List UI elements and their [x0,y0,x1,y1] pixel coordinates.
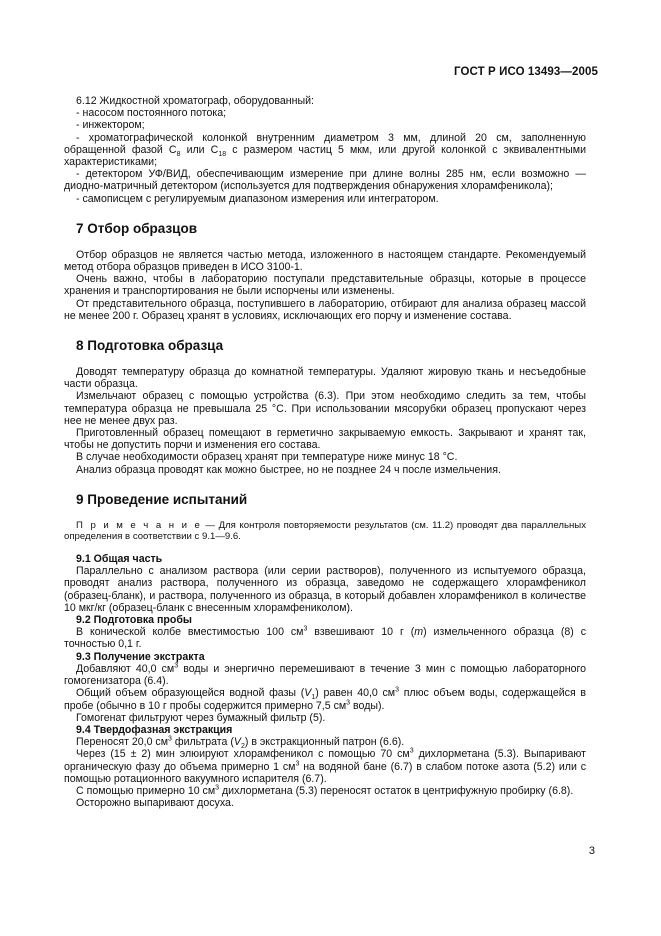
section-7-heading: 7 Отбор образцов [76,220,198,236]
s8-paragraph-4: В случае необходимости образец хранят при температуре ниже минус 18 °С. [76,451,458,464]
s8-paragraph-1: Доводят температуру образца до комнатной температуры. Удаляют жировую ткань и несъедобные части образца. [64,366,586,391]
s7-paragraph-2: Очень важно, чтобы в лабораторию поступали представительные образцы, которые в процессе хранения и транспортирования не были испорчены или изменены. [64,273,586,298]
s9-4-paragraph-1: Переносят 20,0 $см^3$ фильтрата $(V_2)$ в экстракционный патрон (6.6). [76,735,405,751]
s9-4-paragraph-4: Осторожно выпаривают досуха. [76,797,234,810]
section-9-heading: 9 Проведение испытаний [76,491,248,507]
document-id-header: ГОСТ Р ИСО 13493—2005 [453,66,598,78]
s8-paragraph-5: Анализ образца проводят как можно быстрее, но не позднее 24 ч после измельчения. [76,463,501,476]
s7-paragraph-1: Отбор образцов не является частью метода, изложенного в настоящем стандарте. Рекомендуемый метод отбора образцов приведен в ИСО 3100-1. [64,248,586,274]
page-content [64,95,586,809]
s8-paragraph-3: Приготовленный образец помещают в герметично закрываемую емкость. Закрывают и хранят так, чтобы не допустить порчи и изменения его состава. [64,427,586,452]
s6-12-intro: 6.12 Жидкостной хроматограф, оборудованный: [76,95,314,107]
subsection-9-4-heading: 9.4 Твердофазная экстракция [76,723,233,736]
s9-3-paragraph-2: Общий объем образующейся водной фазы $(V_1)$ равен 40,0 $см^3$ плюс объем воды, содержащейся в пробе (обычно в 10 г пробы содержится примерно 7,5 $см^3$ воды). [64,686,587,712]
s9-4-paragraph-2: Через (15 ± 2) мин элюируют хлорамфеникол с помощью 70 $см^3$ дихлорметана (5.3). Выпаривают органическую фазу до объема примерно 1 $см^3$ на водяной бане (6.7) в слабом потоке азота (5.2) или с помощью ротационного вакуумного испарителя (6.7). [64,747,586,785]
s6-12-item-detector: - детектором УФ/ВИД, обеспечивающим измерение при длине волны 285 нм, если возможно — диодно-матричный детектором (используется для подтверждения обнаружения хлорамфеникола); [64,168,586,193]
s9-1-paragraph: Параллельно с анализом раствора (или серии растворов), полученного из испытуемого образца, проводят анализ раствора, полученного из образца, заведомо не содержащего хлорамфеникол (образец-бланк), и раствора, полученного из образца, в который добавлен хлорамфеникол в количестве 10 мкг/кг (образец-бланк с внесенным хлорамфениколом). [64,565,586,614]
s9-2-paragraph: В конической колбе вместимостью 100 $см^3$ взвешивают 10 г (m) измельченного образца (8) с точностью 0,1 г. [64,625,586,651]
s9-3-paragraph-3: Гомогенат фильтруют через бумажный фильтр (5). [76,711,326,724]
subsection-9-2-heading: 9.2 Подготовка пробы [76,614,192,627]
s9-note: П р и м е ч а н и е — Для контроля повторяемости результатов (см. 11.2) проводят два параллельных определения в соответствии с 9.1—9.6. [64,519,587,543]
s9-3-paragraph-1: Добавляют 40,0 $см^3$ воды и энергично перемешивают в течение 3 мин с помощью лабораторного гомогенизатора (6.4). [64,662,586,688]
note-label: П р и м е ч а н и е [76,519,202,531]
s6-12-item-injector: - инжектором; [76,119,145,132]
s6-12-item-column: - хроматографической колонкой внутренним диаметром 3 мм, длиной 20 см, заполненную обращенной фазой $С_8$ или $С_{18}$ с размером частиц 5 мкм, или другой колонкой с эквивалентными характеристиками; [64,131,586,169]
subsection-9-3-heading: 9.3 Получение экстракта [76,650,205,663]
s8-paragraph-2: Измельчают образец с помощью устройства (6.3). При этом необходимо следить за тем, чтобы температура образца не превышала 25 °С. При использовании мясорубки образец пропускают через нее не менее двух раз. [64,390,586,427]
subsection-9-1-heading: 9.1 Общая часть [76,553,163,566]
s6-12-item-recorder: - самописцем с регулируемым диапазоном измерения или интегратором. [76,192,439,205]
section-8-heading: 8 Подготовка образца [76,338,224,354]
page-number: 3 [588,845,595,857]
s7-paragraph-3: От представительного образца, поступившего в лабораторию, отбирают для анализа образец массой не менее 200 г. Образец хранят в условиях, исключающих его порчу и изменение состава. [64,297,586,322]
s9-4-paragraph-3: С помощью примерно 10 $см^3$ дихлорметана (5.3) переносят остаток в центрифужную пробирку (6.8). [76,784,574,797]
s6-12-item-pump: - насосом постоянного потока; [76,107,227,120]
